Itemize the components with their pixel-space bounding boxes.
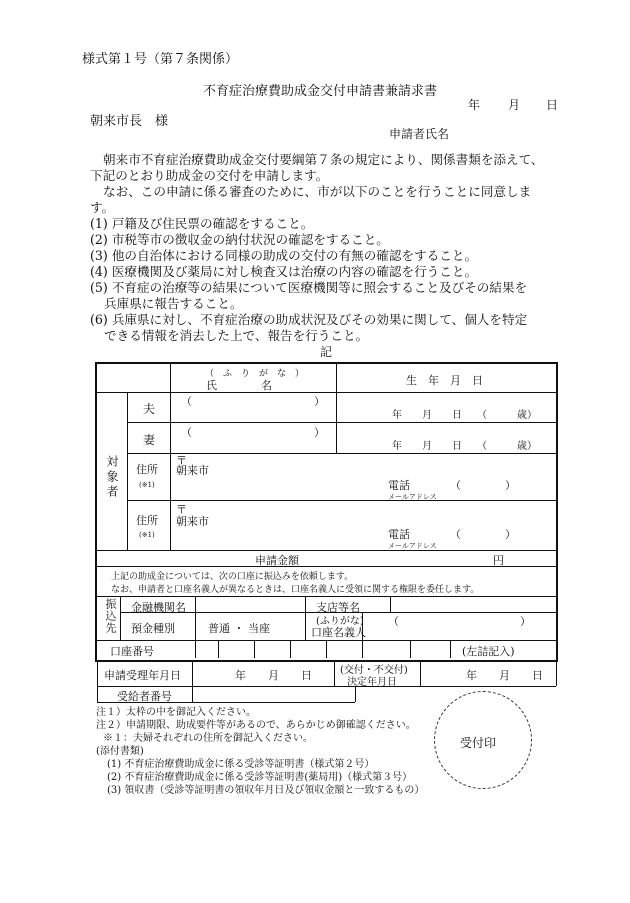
divider: [254, 640, 255, 658]
holder-parens: （ ）: [388, 615, 531, 628]
postal-mark: 〒: [176, 454, 187, 467]
decision-label: (交付・不交付): [340, 665, 408, 676]
wife-paren-open: （: [181, 426, 192, 439]
divider: [97, 596, 556, 597]
amount-label: 申請金額: [255, 554, 299, 567]
husband-label: 夫: [143, 402, 156, 416]
divider: [305, 596, 306, 640]
city-name: 朝来市: [176, 515, 209, 528]
address-note: (※1): [139, 481, 155, 489]
divider: [556, 660, 557, 686]
divider: [97, 660, 556, 661]
date-month: 月: [508, 98, 521, 112]
document-title: 不育症治療費助成金交付申請書兼請求書: [203, 84, 438, 99]
attachments-heading: (添付書類): [96, 746, 144, 757]
name-header: 氏 名: [206, 379, 272, 392]
applicant-name-label: 申請者氏名: [389, 127, 450, 141]
divider: [355, 686, 356, 702]
husband-birth-date: 年 月 日 （ 歳）: [392, 410, 537, 421]
divider: [218, 640, 219, 658]
birth-header: 生 年 月 日: [406, 374, 483, 387]
consent-item: (5) 不育症の治療等の結果について医療機関等に照会すること及びその結果を: [90, 280, 528, 295]
divider: [97, 660, 98, 702]
attachment-item: (2) 不育症治療費助成金に係る受診等証明書(薬局用)（様式第３号）: [107, 772, 413, 783]
para1-line2: 下記のとおり助成金の交付を申請します。: [90, 168, 329, 183]
attachment-item: (3) 領収書（受診等証明書の領収年月日及び領収金額と一致するもの）: [107, 785, 425, 796]
divider: [97, 566, 556, 567]
postal-mark: 〒: [176, 503, 187, 516]
divider: [420, 660, 421, 686]
holder-name-label: 口座名義人: [311, 626, 366, 639]
consent-item: (4) 医療機関及び薬局に対し検査又は治療の内容の確認を行うこと。: [90, 264, 478, 279]
phone-parens: （ ）: [450, 479, 516, 492]
divider: [390, 596, 391, 612]
divider: [97, 686, 556, 687]
account-number-label: 口座番号: [110, 645, 154, 658]
para2-line1: なお、この申請に係る審査のために、市が以下のことを行うことに同意しま: [103, 184, 532, 199]
holder-furigana: (ふりがな): [316, 616, 364, 627]
phone-label: 電話: [388, 528, 410, 541]
husband-paren-close: ）: [314, 395, 325, 408]
target-persons-label: 対象者: [105, 455, 119, 500]
left-aligned-note: (左詰記入): [462, 645, 515, 658]
reception-stamp-label: 受付印: [460, 736, 497, 750]
consent-item: (2) 市税等市の徴収金の納付状況の確認をすること。: [90, 232, 389, 247]
date-day: 日: [546, 98, 559, 112]
divider: [334, 660, 335, 686]
date-year: 年: [468, 98, 481, 112]
consent-item-cont: 兵庫県に報告すること。: [104, 296, 243, 311]
received-date-label: 申請受理年月日: [104, 669, 181, 682]
phone-parens: （ ）: [450, 528, 516, 541]
mail-label: メールアドレス: [388, 542, 437, 550]
para1-line1: 朝来市不育症治療費助成金交付要綱第７条の規定により、関係書類を添えて、: [103, 152, 544, 167]
recipient-number-label: 受給者番号: [117, 690, 172, 703]
husband-paren-open: （: [181, 395, 192, 408]
deposit-options: 普通 ・ 当座: [208, 622, 270, 635]
furigana-label: （ ふ り が な ）: [205, 369, 305, 379]
form-number: 様式第１号（第７条関係）: [82, 52, 239, 67]
divider: [192, 660, 193, 702]
divider: [410, 640, 411, 658]
transfer-note: 上記の助成金については、次の口座に振込みを依頼します。: [111, 572, 354, 582]
deposit-type-label: 預金種別: [131, 622, 175, 635]
note: 注１）太枠の中を御記入ください。: [96, 707, 256, 718]
city-name: 朝来市: [176, 464, 209, 477]
divider: [326, 640, 327, 658]
wife-birth-date: 年 月 日 （ 歳）: [392, 441, 537, 452]
divider: [450, 640, 451, 658]
consent-item-cont: できる情報を消去した上で、報告を行うこと。: [104, 328, 369, 343]
divider: [127, 422, 556, 423]
phone-label: 電話: [388, 479, 410, 492]
mail-label: メールアドレス: [388, 493, 437, 501]
divider: [127, 392, 128, 550]
decision-date-value: 年 月 日: [466, 669, 543, 682]
consent-item: (6) 兵庫県に対し、不育症治療の助成状況及びその効果に関して、個人を特定: [90, 312, 528, 327]
divider: [127, 500, 556, 501]
divider: [195, 596, 196, 658]
divider: [97, 392, 556, 393]
ki-heading: 記: [320, 345, 333, 359]
divider: [97, 550, 556, 551]
wife-paren-close: ）: [314, 426, 325, 439]
decision-label-2: 決定年月日: [347, 677, 397, 688]
consent-item: (3) 他の自治体における同様の助成の交付の有無の確認をすること。: [90, 248, 478, 263]
yen-unit: 円: [493, 554, 504, 567]
attachment-item: (1) 不育症治療費助成金に係る受診等証明書（様式第２号）: [107, 759, 375, 770]
para2-line2: す。: [90, 200, 115, 215]
address-label: 住所: [136, 514, 158, 527]
divider: [362, 640, 363, 658]
divider: [120, 596, 121, 640]
addressee: 朝来市長 様: [90, 114, 169, 129]
wife-label: 妻: [143, 433, 156, 447]
consent-item: (1) 戸籍及び住民票の確認をすること。: [90, 216, 314, 231]
branch-name-label: 支店等名: [316, 601, 360, 614]
address-note: (※1): [139, 531, 155, 539]
divider: [170, 364, 171, 550]
note: ※１：夫婦それぞれの住所を御記入ください。: [103, 733, 313, 744]
received-date-value: 年 月 日: [235, 669, 312, 682]
divider: [127, 453, 556, 454]
address-label: 住所: [136, 463, 158, 476]
divider: [290, 640, 291, 658]
note: 注２）申請期限、助成要件等があるので、あらかじめ御確認ください。: [96, 720, 416, 731]
transfer-destination-label: 振込先: [104, 598, 117, 634]
divider: [336, 364, 337, 454]
bank-name-label: 金融機関名: [131, 601, 186, 614]
transfer-note: なお、申請者と口座名義人が異なるときは、口座名義人に受領に関する権限を委任します。: [111, 585, 480, 595]
